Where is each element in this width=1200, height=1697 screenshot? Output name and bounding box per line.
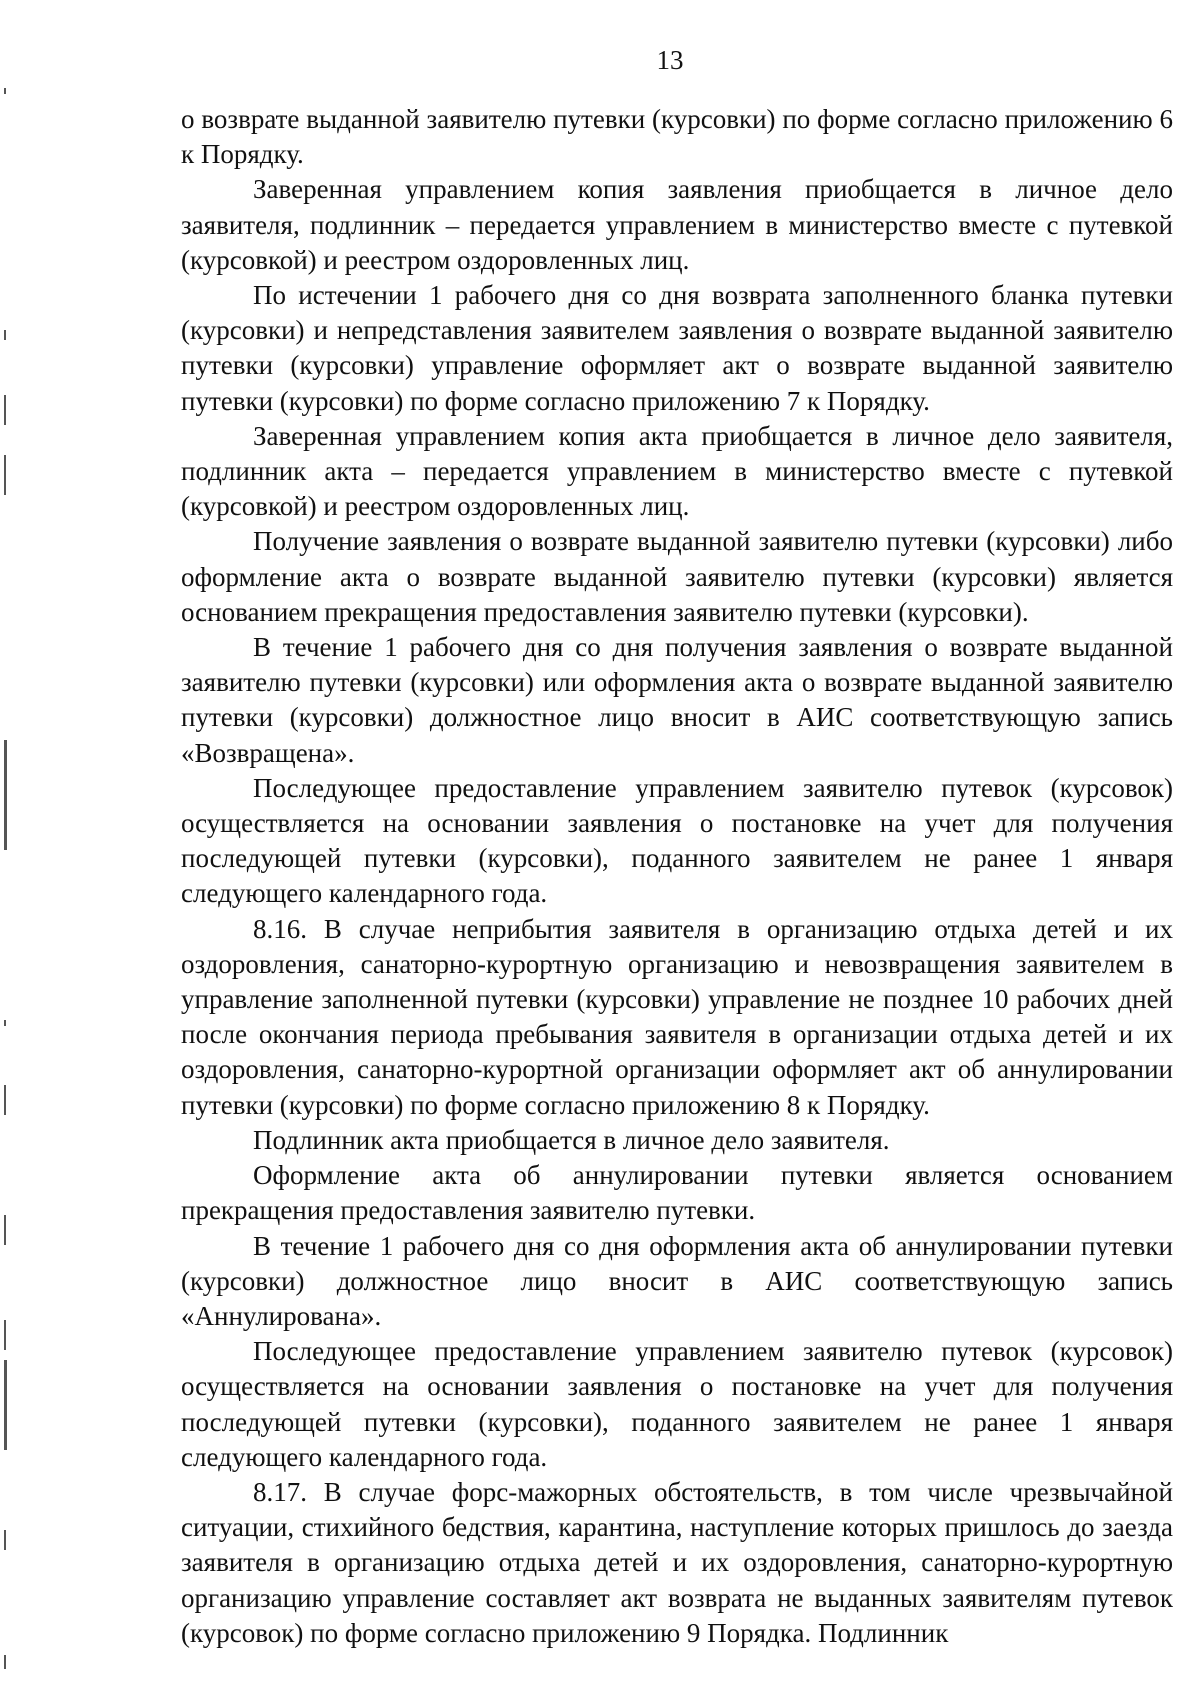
document-body bbox=[181, 102, 1173, 1651]
page-number: 13 bbox=[656, 45, 684, 75]
paragraph: Заверенная управлением копия заявления приобщается в личное дело заявителя, подлинник – передается управлением в министерство вместе с путевкой (курсовкой) и реестром оздоровленных лиц. bbox=[181, 174, 1173, 275]
paragraph: Последующее предоставление управлением заявителю путевок (курсовок) осуществляется на основании заявления о постановке на учет для получения последующей путевки (курсовки), поданного заявителем не ранее 1 января следующего календарного года. bbox=[181, 772, 1173, 909]
paragraph: о возврате выданной заявителю путевки (курсовки) по форме согласно приложению 6 к Порядку. bbox=[181, 104, 1173, 170]
scan-margin-artifacts bbox=[0, 0, 14, 1697]
paragraph: Подлинник акта приобщается в личное дело заявителя. bbox=[253, 1124, 890, 1155]
paragraph: Получение заявления о возврате выданной заявителю путевки (курсовки) либо оформление акта о возврате выданной заявителю путевки (курсовки) является основанием прекращения предоставления заявителю путевки (курсовки). bbox=[181, 526, 1173, 627]
paragraph: В течение 1 рабочего дня со дня оформления акта об аннулировании путевки (курсовки) должностное лицо вносит в АИС соответствующую запись «Аннулирована». bbox=[181, 1230, 1173, 1331]
paragraph: В течение 1 рабочего дня со дня получения заявления о возврате выданной заявителю путевки (курсовки) или оформления акта о возврате выданной заявителю путевки (курсовки) должностное лицо вносит в АИС соответствующую запись «Возвращена». bbox=[181, 632, 1173, 768]
paragraph-clause-8-17: 8.17. В случае форс-мажорных обстоятельств, в том числе чрезвычайной ситуации, стихийного бедствия, карантина, наступление которых пришлось до заезда заявителя в организацию отдыха детей и их оздоровления, санаторно-курортную организацию управление составляет акт возврата не выданных заявителям путевок (курсовок) по форме согласно приложению 9 Порядка. Подлинник bbox=[181, 1476, 1173, 1648]
paragraph: Оформление акта об аннулировании путевки является основанием прекращения предоставления заявителю путевки. bbox=[181, 1160, 1173, 1226]
paragraph: По истечении 1 рабочего дня со дня возврата заполненного бланка путевки (курсовки) и непредставления заявителем заявления о возврате выданной заявителю путевки (курсовки) управление оформляет акт о возврате выданной заявителю путевки (курсовки) по форме согласно приложению 7 к Порядку. bbox=[181, 280, 1173, 416]
paragraph: Заверенная управлением копия акта приобщается в личное дело заявителя, подлинник акта – передается управлением в министерство вместе с путевкой (курсовкой) и реестром оздоровленных лиц. bbox=[181, 420, 1173, 522]
paragraph-clause-8-16: 8.16. В случае неприбытия заявителя в организацию отдыха детей и их оздоровления, санаторно-курортную организацию и невозвращения заявителем в управление заполненной путевки (курсовки) управление не позднее 10 рабочих дней после окончания периода пребывания заявителя в организации отдыха детей и их оздоровления, санаторно-курортной организации оформляет акт об аннулировании путевки (курсовки) по форме согласно приложению 8 к Порядку. bbox=[181, 913, 1173, 1120]
paragraph: Последующее предоставление управлением заявителю путевок (курсовок) осуществляется на основании заявления о постановке на учет для получения последующей путевки (курсовки), поданного заявителем не ранее 1 января следующего календарного года. bbox=[181, 1336, 1173, 1472]
